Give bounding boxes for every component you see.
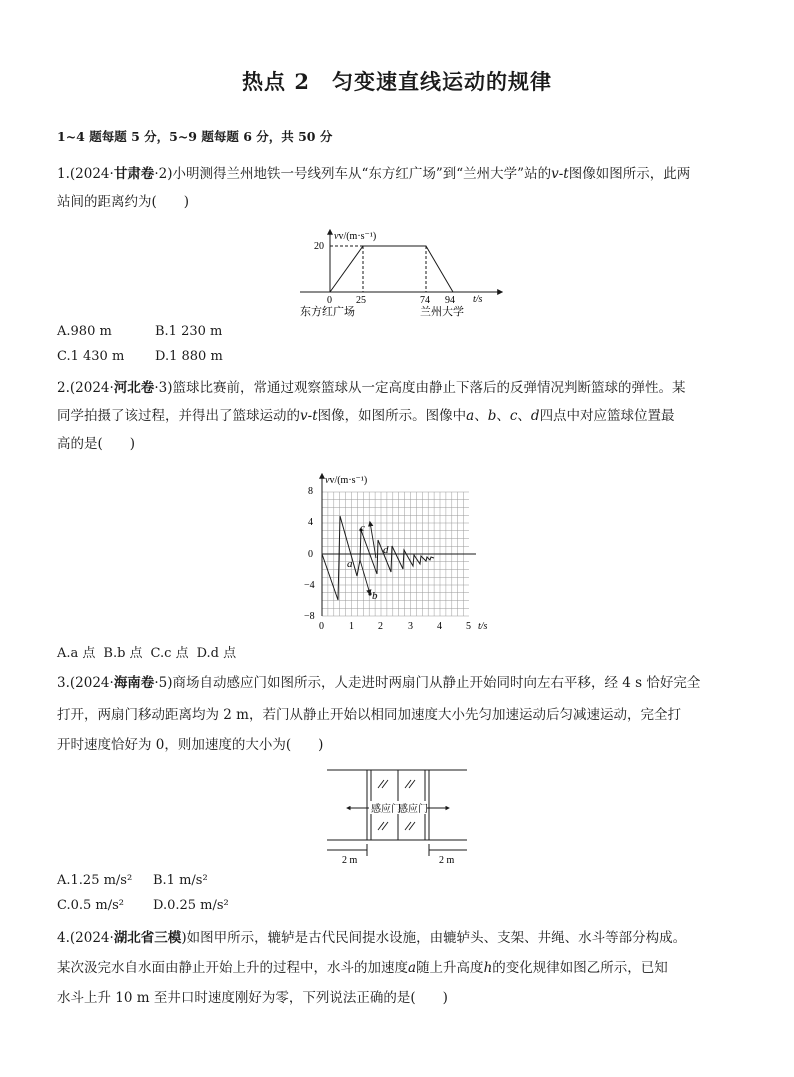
q2-point-b: b bbox=[372, 590, 378, 602]
q3-dim-label-left: 2 m bbox=[342, 855, 358, 866]
q2-xtick: 5 bbox=[466, 621, 471, 632]
q1-option-d[interactable]: D.1 880 m bbox=[155, 349, 223, 364]
question-2-line-2: 同学拍摄了该过程，并得出了篮球运动的v-t图像，如图所示。图像中a、b、c、d四点中对应篮球位置最 bbox=[57, 408, 675, 424]
question-1-line-2: 站间的距离约为( ) bbox=[57, 194, 190, 210]
q2-options bbox=[57, 642, 236, 661]
q1-station-right: 兰州大学 bbox=[420, 306, 464, 318]
q1-options-row-2 bbox=[57, 349, 223, 364]
question-3-line-1: 3.(2024·海南卷·5)商场自动感应门如图所示，人走进时两扇门从静止开始同时向左右平移，经 4 s 恰好完全 bbox=[57, 675, 701, 691]
question-2-source: 河北卷 bbox=[113, 380, 155, 396]
question-1-source: 甘肃卷 bbox=[113, 166, 155, 182]
q2-option-d[interactable]: D.d 点 bbox=[196, 646, 237, 661]
q2-option-b[interactable]: B.b 点 bbox=[103, 646, 143, 661]
question-4-line-2: 某次汲完水自水面由静止开始上升的过程中，水斗的加速度a随上升高度h的变化规律如图乙所示，已知 bbox=[57, 960, 668, 976]
q2-vt-figure bbox=[300, 468, 500, 634]
q2-ylabel: vv/(m·s⁻¹) bbox=[325, 475, 368, 486]
q3-option-b[interactable]: B.1 m/s² bbox=[153, 873, 208, 888]
q1-xtick: 25 bbox=[356, 295, 366, 306]
q1-velocity-line bbox=[330, 246, 453, 292]
q2-xtick: 2 bbox=[378, 621, 383, 632]
q1-option-b[interactable]: B.1 230 m bbox=[155, 324, 223, 339]
q2-ytick: −8 bbox=[304, 611, 315, 622]
q3-door-label-left: 感应门 bbox=[371, 804, 401, 815]
q2-xtick: 4 bbox=[437, 621, 442, 632]
q3-options-row-1 bbox=[57, 873, 208, 888]
question-2-line-1: 2.(2024·河北卷·3)篮球比赛前，常通过观察篮球从一定高度由静止下落后的反弹情况判断篮球的弹性。某 bbox=[57, 380, 686, 396]
q2-velocity-line bbox=[322, 516, 434, 600]
q1-options-row-1 bbox=[57, 324, 222, 339]
question-3 bbox=[57, 669, 737, 759]
q1-xtick: 94 bbox=[445, 295, 455, 306]
q2-point-a: a bbox=[347, 558, 353, 570]
q3-option-a[interactable]: A.1.25 m/s² bbox=[57, 873, 133, 888]
q1-vt-figure bbox=[290, 226, 510, 318]
question-2-line-3: 高的是( ) bbox=[57, 436, 136, 452]
hotspot-label: 热点 2 bbox=[242, 69, 310, 94]
q3-option-c[interactable]: C.0.5 m/s² bbox=[57, 898, 125, 913]
q3-door-label-right: 感应门 bbox=[398, 804, 428, 815]
q2-point-c: c bbox=[360, 522, 365, 534]
q1-option-c[interactable]: C.1 430 m bbox=[57, 349, 125, 364]
q2-xtick: 1 bbox=[349, 621, 354, 632]
q1-ytick-20: 20 bbox=[314, 241, 324, 252]
topic-label: 匀变速直线运动的规律 bbox=[331, 69, 552, 94]
q3-option-d[interactable]: D.0.25 m/s² bbox=[153, 898, 229, 913]
q2-xtick: 0 bbox=[319, 621, 324, 632]
q3-options-row-2 bbox=[57, 898, 229, 913]
q3-dim-label-right: 2 m bbox=[439, 855, 455, 866]
q1-xtick: 74 bbox=[420, 295, 430, 306]
q1-station-left: 东方红广场 bbox=[300, 306, 355, 318]
question-1 bbox=[57, 160, 737, 216]
q2-point-d: d bbox=[383, 544, 389, 556]
q2-ytick: 8 bbox=[308, 486, 313, 497]
q2-ytick: 4 bbox=[308, 517, 313, 528]
page-title bbox=[0, 66, 794, 96]
question-3-source: 海南卷 bbox=[113, 675, 155, 691]
q1-xtick: 0 bbox=[327, 295, 332, 306]
question-2 bbox=[57, 374, 737, 458]
question-1-line-1: 1.(2024·甘肃卷·2)小明测得兰州地铁一号线列车从“东方红广场”到“兰州大学”站的v-t图像如图所示，此两 bbox=[57, 166, 691, 182]
q2-ytick: 0 bbox=[308, 549, 313, 560]
question-4-line-3: 水斗上升 10 m 至井口时速度刚好为零，下列说法正确的是( ) bbox=[57, 990, 448, 1006]
q2-xlabel: t/s bbox=[478, 621, 488, 632]
q2-option-c[interactable]: C.c 点 bbox=[150, 646, 189, 661]
q2-xtick: 3 bbox=[408, 621, 413, 632]
question-4 bbox=[57, 924, 737, 1012]
question-3-line-2: 打开，两扇门移动距离均为 2 m，若门从静止开始以相同加速度大小先匀加速运动后匀减速运动，完全打 bbox=[57, 707, 681, 723]
question-4-line-1: 4.(2024·湖北省三模)如图甲所示，辘轳是古代民间提水设施，由辘轳头、支架、井绳、水斗等部分构成。 bbox=[57, 930, 687, 946]
question-3-line-3: 开时速度恰好为 0，则加速度的大小为( ) bbox=[57, 737, 324, 753]
q3-door-figure bbox=[327, 768, 469, 866]
question-4-source: 湖北省三模 bbox=[113, 930, 182, 946]
q1-option-a[interactable]: A.980 m bbox=[57, 324, 112, 339]
q1-ylabel: vv/(m·s⁻¹) bbox=[334, 231, 377, 242]
scoring-note: 1~4 题每题 5 分，5~9 题每题 6 分，共 50 分 bbox=[57, 129, 333, 144]
q2-ytick: −4 bbox=[304, 580, 315, 591]
q1-xlabel: t/s bbox=[473, 294, 483, 305]
q2-option-a[interactable]: A.a 点 bbox=[57, 646, 96, 661]
